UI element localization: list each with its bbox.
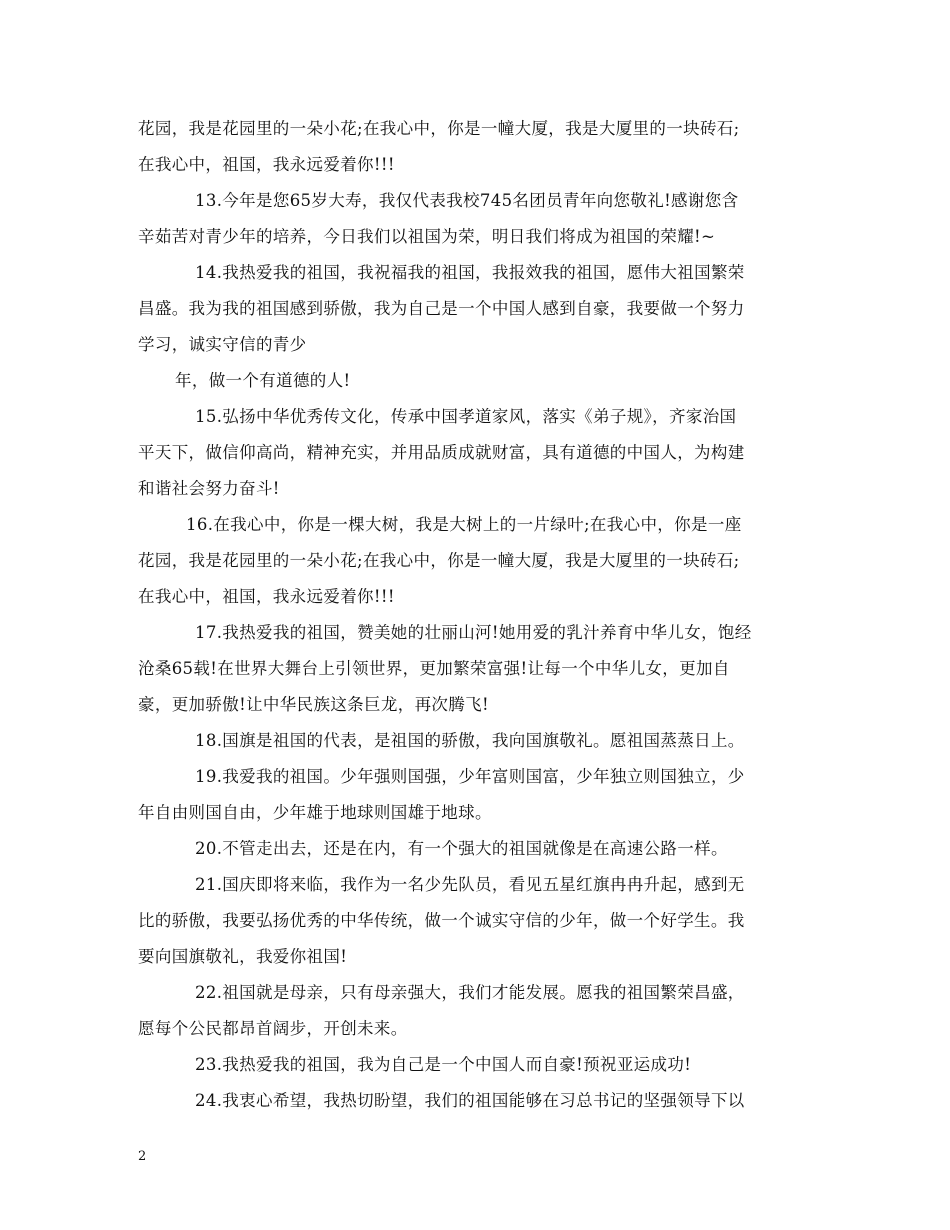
text-line: 比的骄傲，我要弘扬优秀的中华传统，做一个诚实守信的少年，做一个好学生。我	[138, 911, 745, 930]
paragraph-20-line: 20.不管走出去，还是在内，有一个强大的祖国就像是在高速公路一样。	[195, 839, 728, 858]
text-line: 和谐社会努力奋斗!	[138, 479, 280, 498]
text-line: 学习，诚实守信的青少	[138, 335, 307, 354]
paragraph-18-line: 18.国旗是祖国的代表，是祖国的骄傲，我向国旗敬礼。愿祖国蒸蒸日上。	[195, 731, 745, 750]
text-line: 花园，我是花园里的一朵小花;在我心中，你是一幢大厦，我是大厦里的一块砖石;	[138, 551, 740, 570]
text-line: 愿每个公民都昂首阔步，开创未来。	[138, 1019, 408, 1038]
paragraph-14-line: 14.我热爱我的祖国，我祝福我的祖国，我报效我的祖国，愿伟大祖国繁荣	[195, 263, 745, 282]
text-line: 在我心中，祖国，我永远爱着你!!!	[138, 155, 395, 174]
text-line: 昌盛。我为我的祖国感到骄傲，我为自己是一个中国人感到自豪，我要做一个努力	[138, 299, 745, 318]
text-line: 要向国旗敬礼，我爱你祖国!	[138, 947, 348, 966]
text-line: 豪，更加骄傲!让中华民族这条巨龙，再次腾飞!	[138, 695, 489, 714]
text-line: 在我心中，祖国，我永远爱着你!!!	[138, 587, 395, 606]
paragraph-16-line: 16.在我心中，你是一棵大树，我是大树上的一片绿叶;在我心中，你是一座	[186, 515, 742, 534]
paragraph-22-line: 22.祖国就是母亲，只有母亲强大，我们才能发展。愿我的祖国繁荣昌盛，	[195, 983, 745, 1002]
paragraph-15-line: 15.弘扬中华优秀传文化，传承中国孝道家风，落实《弟子规》，齐家治国	[195, 407, 737, 426]
text-line: 辛茹苦对青少年的培养，今日我们以祖国为荣，明日我们将成为祖国的荣耀!~	[138, 227, 716, 246]
paragraph-17-line: 17.我热爱我的祖国，赞美她的壮丽山河!她用爱的乳汁养育中华儿女，饱经	[195, 623, 752, 642]
text-line: 花园，我是花园里的一朵小花;在我心中，你是一幢大厦，我是大厦里的一块砖石;	[138, 119, 740, 138]
paragraph-24-line: 24.我衷心希望，我热切盼望，我们的祖国能够在习总书记的坚强领导下以	[195, 1091, 745, 1110]
text-line: 沧桑65载!在世界大舞台上引领世界，更加繁荣富强!让每一个中华儿女，更加自	[138, 659, 730, 678]
page-number: 2	[138, 1149, 147, 1164]
text-line: 年自由则国自由，少年雄于地球则国雄于地球。	[138, 803, 492, 822]
paragraph-13-line: 13.今年是您65岁大寿，我仅代表我校745名团员青年向您敬礼!感谢您含	[195, 191, 739, 210]
paragraph-21-line: 21.国庆即将来临，我作为一名少先队员，看见五星红旗冉冉升起，感到无	[195, 875, 745, 894]
text-line: 年，做一个有道德的人!	[175, 371, 351, 390]
text-line: 平天下，做信仰高尚，精神充实，并用品质成就财富，具有道德的中国人，为构建	[138, 443, 745, 462]
paragraph-23-line: 23.我热爱我的祖国，我为自己是一个中国人而自豪!预祝亚运成功!	[195, 1055, 692, 1074]
paragraph-19-line: 19.我爱我的祖国。少年强则国强，少年富则国富，少年独立则国独立，少	[195, 767, 745, 786]
